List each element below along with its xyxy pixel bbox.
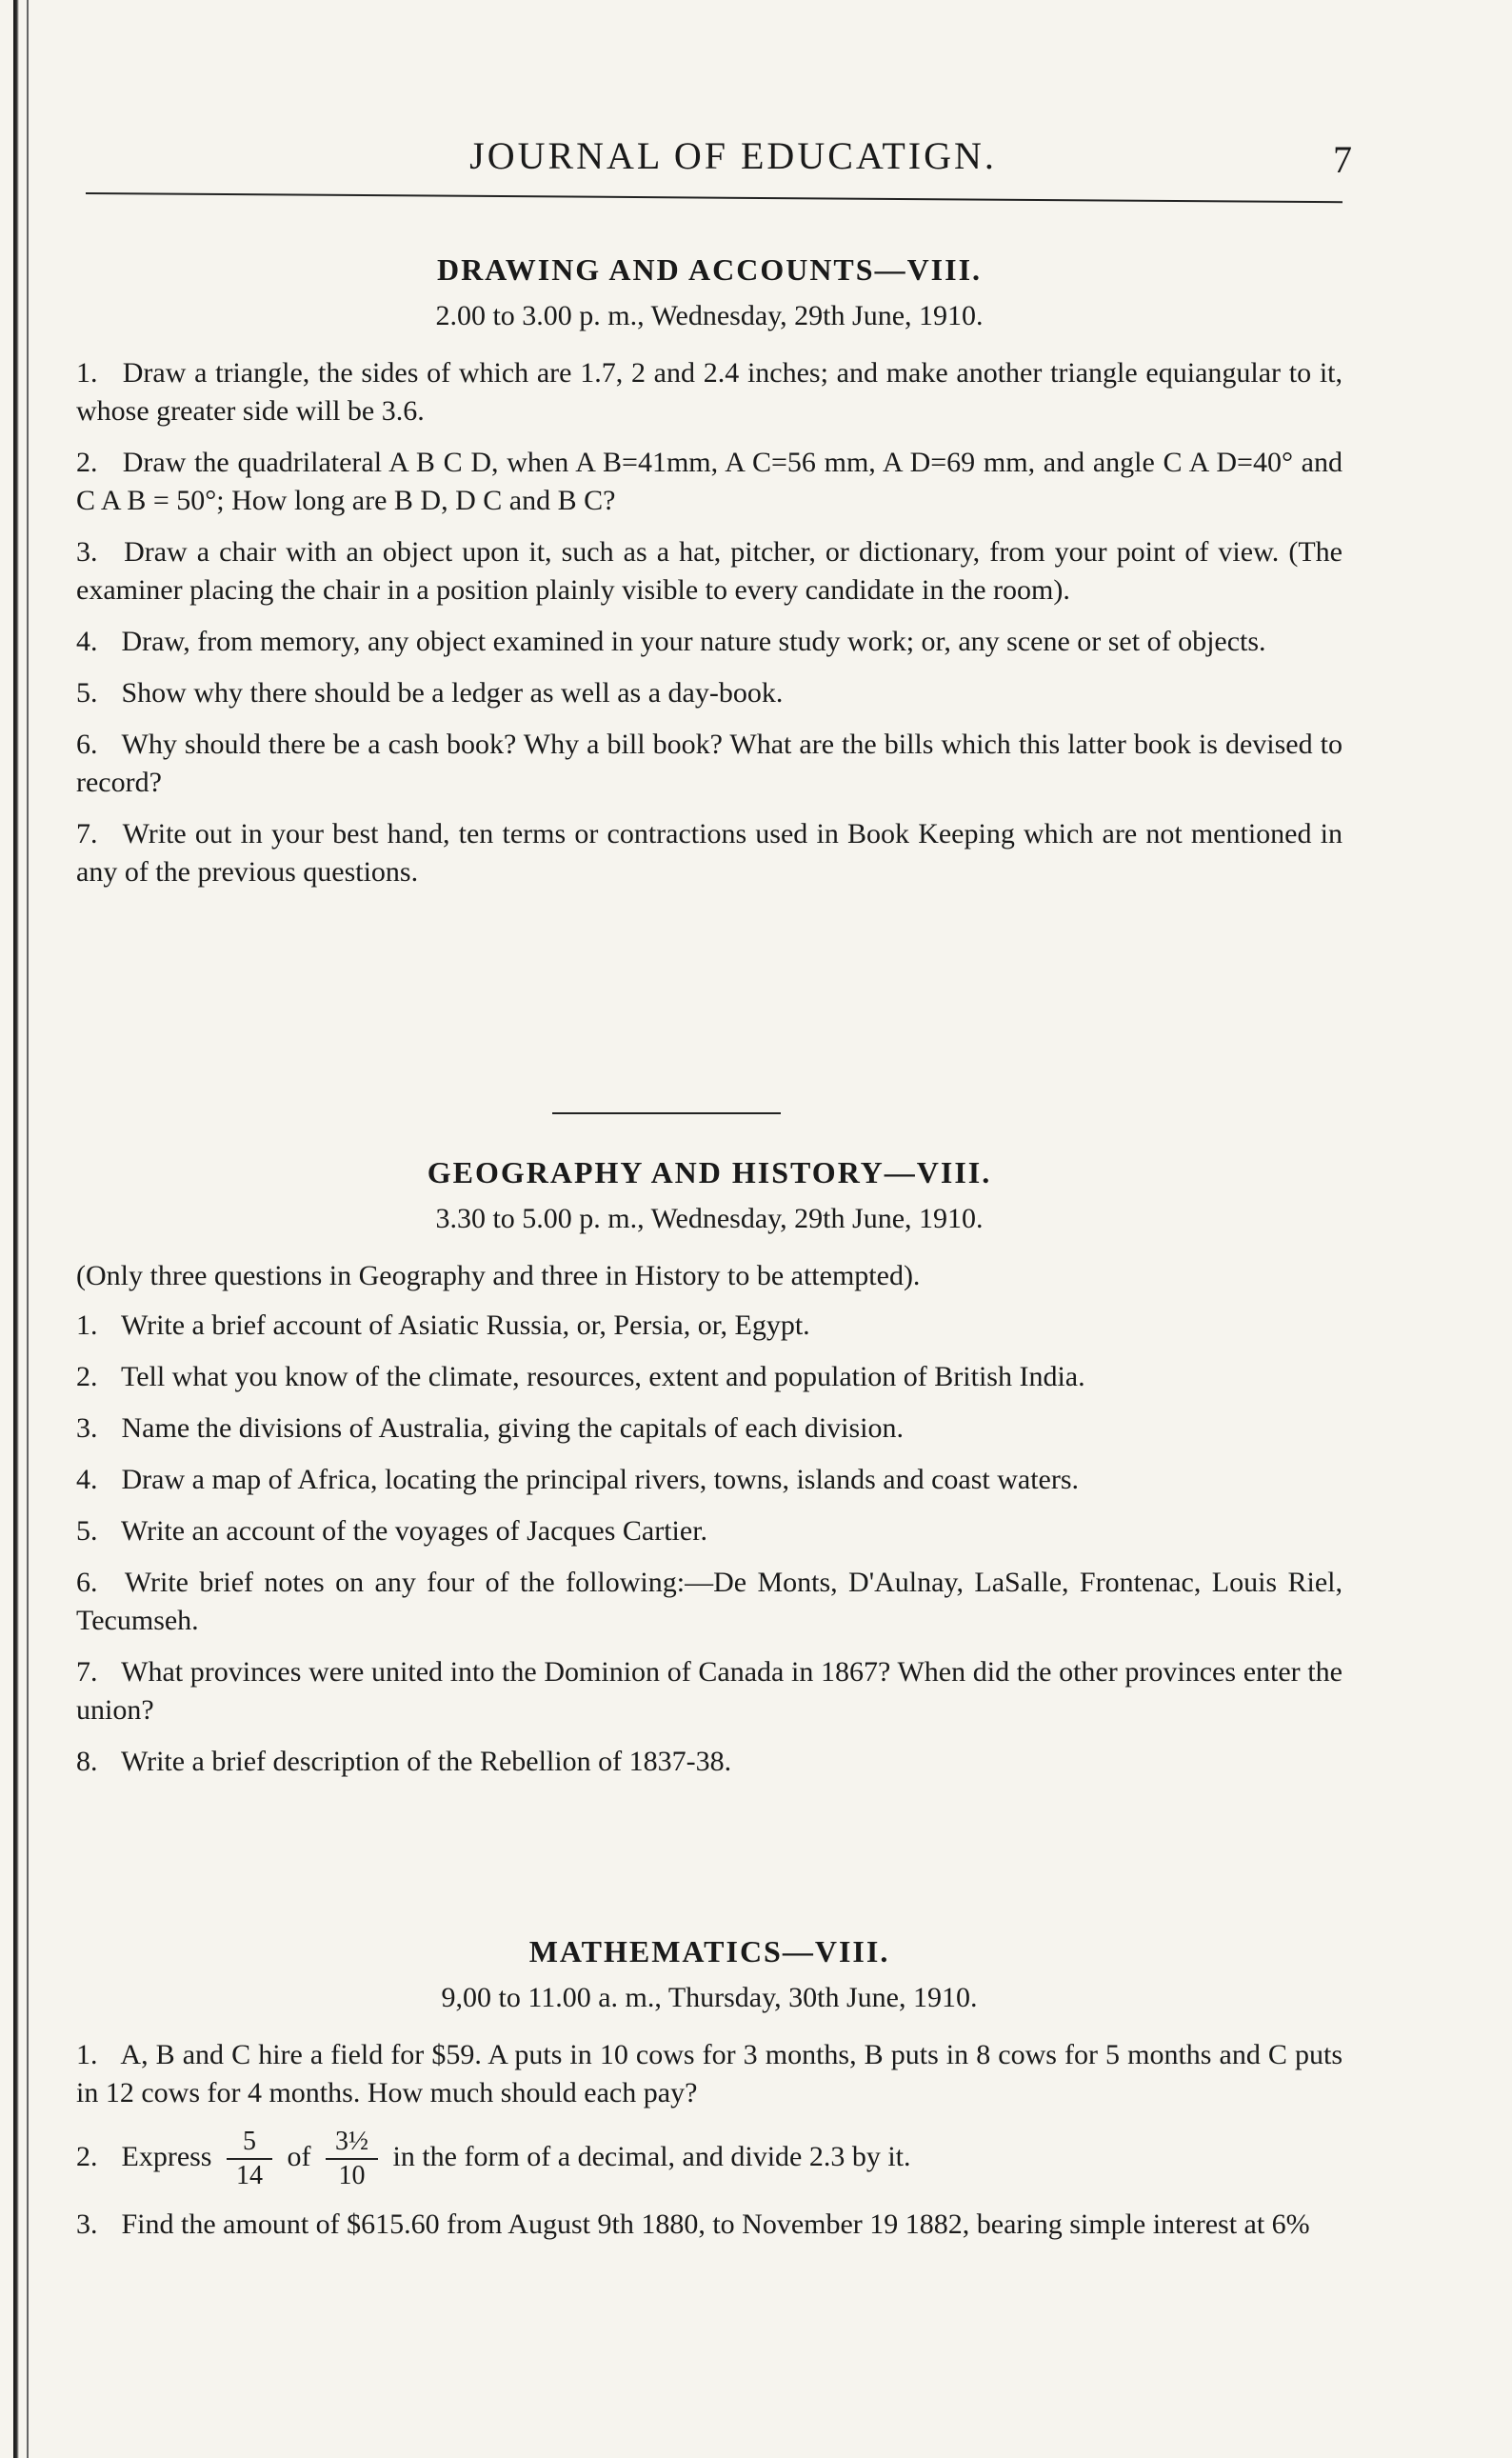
question-number: 2. (76, 1361, 98, 1392)
page-number: 7 (1333, 138, 1352, 181)
question-number: 7. (76, 818, 98, 849)
question-text: Find the amount of $615.60 from August 9th 1880, to November 19 1882, bearing simple interest at 6% (121, 2208, 1310, 2240)
question (76, 1307, 1343, 1345)
question-text: Tell what you know of the climate, resources, extent and population of British India. (120, 1361, 1085, 1392)
journal-title: JOURNAL OF EDUCATIGN. (469, 134, 997, 177)
section-title: MATHEMATICS—VIII. (528, 1934, 890, 1968)
question (76, 1653, 1343, 1729)
question-number: 4. (76, 1464, 98, 1495)
question-number: 6. (76, 729, 98, 760)
question-number: 6. (76, 1567, 98, 1598)
question-text: Write a brief account of Asiatic Russia, or, Persia, or, Egypt. (120, 1309, 810, 1341)
question (76, 444, 1343, 520)
question (76, 1743, 1343, 1781)
question (76, 1358, 1343, 1396)
question-text-mid: of (287, 2140, 311, 2172)
question-text: Draw the quadrilateral A B C D, when A B=41mm, A C=56 mm, A D=69 mm, and angle C A D=40° and C A B = 50°; How long are B D, D C and B C? (76, 447, 1343, 516)
question-text: Name the divisions of Australia, giving the capitals of each division. (121, 1412, 904, 1444)
question-text: Why should there be a cash book? Why a bill book? What are the bills which this latter book is devised to record? (76, 729, 1343, 798)
section-time: 9,00 to 11.00 a. m., Thursday, 30th June, 1910. (441, 1982, 978, 2013)
question (76, 815, 1343, 891)
question (76, 354, 1343, 430)
fraction-numerator: 3½ (326, 2126, 378, 2160)
question-number: 2. (76, 2140, 98, 2172)
question-text: Draw a triangle, the sides of which are 1.7, 2 and 2.4 inches; and make another triangle equiangular to it, whose greater side will be 3.6. (76, 357, 1343, 427)
question (76, 2126, 1343, 2192)
question-text: What provinces were united into the Dominion of Canada in 1867? When did the other provinces enter the union? (76, 1656, 1343, 1726)
question-number: 3. (76, 536, 98, 568)
binding-line (27, 0, 29, 2458)
question-number: 5. (76, 1515, 98, 1547)
question-text: Draw a chair with an object upon it, such as a hat, pitcher, or dictionary, from your point of view. (The examiner placing the chair in a position plainly visible to every candidate in the room). (76, 536, 1343, 606)
question-text: Show why there should be a ledger as well as a day-book. (121, 677, 784, 709)
fraction-denominator: 10 (338, 2161, 366, 2190)
question-number: 8. (76, 1746, 98, 1777)
question-text: Draw, from memory, any object examined in your nature study work; or, any scene or set of objects. (121, 626, 1266, 657)
question-text: Write brief notes on any four of the following:—De Monts, D'Aulnay, LaSalle, Frontenac, Louis Riel, Tecumseh. (76, 1567, 1343, 1636)
fraction-numerator: 5 (227, 2126, 272, 2160)
question (76, 1461, 1343, 1499)
section-geography-history (76, 1152, 1343, 1794)
section-drawing-accounts (76, 250, 1343, 905)
section-divider (552, 1112, 781, 1114)
fraction-denominator: 14 (235, 2161, 263, 2190)
question-number: 5. (76, 677, 98, 709)
question-number: 1. (76, 357, 98, 389)
question-text: Write a brief description of the Rebellion of 1837-38. (120, 1746, 732, 1777)
section-mathematics (76, 1931, 1343, 2257)
question-number: 7. (76, 1656, 98, 1688)
question-text: Write out in your best hand, ten terms or contractions used in Book Keeping which are not mentioned in any of the previous questions. (76, 818, 1343, 888)
fraction (326, 2126, 378, 2192)
question (76, 623, 1343, 661)
question-text-pre: Express (121, 2140, 212, 2172)
question-number: 2. (76, 447, 98, 478)
question (76, 726, 1343, 802)
question (76, 1409, 1343, 1448)
question-number: 1. (76, 1309, 98, 1341)
binding-edge (13, 0, 19, 2458)
instructions-note: (Only three questions in Geography and three in History to be attempted). (76, 1260, 921, 1291)
section-time: 3.30 to 5.00 p. m., Wednesday, 29th June, 1910. (435, 1203, 984, 1234)
question-text: A, B and C hire a field for $59. A puts in 10 cows for 3 months, B puts in 8 cows for 5 months and C puts in 12 cows for 4 months. How much should each pay? (76, 2039, 1343, 2108)
question (76, 2206, 1343, 2244)
question-number: 1. (76, 2039, 98, 2070)
section-title: GEOGRAPHY AND HISTORY—VIII. (427, 1155, 992, 1189)
question (76, 1512, 1343, 1550)
question-number: 3. (76, 1412, 98, 1444)
header-rule (86, 192, 1343, 203)
fraction (227, 2126, 272, 2192)
running-header (86, 124, 1352, 200)
question (76, 674, 1343, 712)
section-title: DRAWING AND ACCOUNTS—VIII. (436, 252, 983, 287)
question-number: 4. (76, 626, 98, 657)
question (76, 1564, 1343, 1640)
question-text: Write an account of the voyages of Jacques Cartier. (120, 1515, 708, 1547)
question (76, 2036, 1343, 2112)
question-text-post: in the form of a decimal, and divide 2.3 by it. (392, 2140, 911, 2172)
section-time: 2.00 to 3.00 p. m., Wednesday, 29th June, 1910. (435, 300, 984, 331)
question (76, 533, 1343, 610)
question-text: Draw a map of Africa, locating the principal rivers, towns, islands and coast waters. (121, 1464, 1080, 1495)
question-number: 3. (76, 2208, 98, 2240)
